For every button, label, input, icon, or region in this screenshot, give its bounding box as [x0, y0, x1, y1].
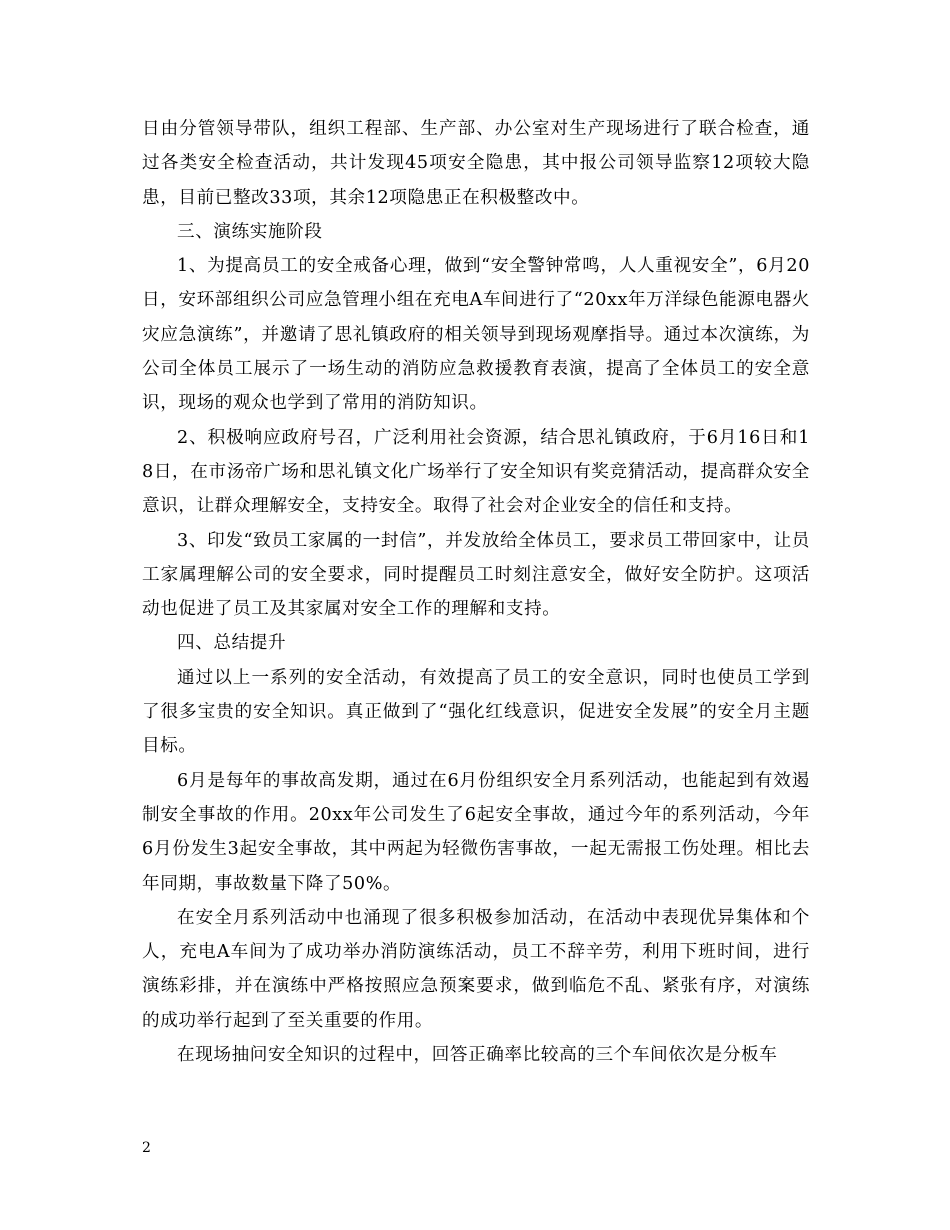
paragraph-family-letter: 3、印发“致员工家属的一封信”，并发放给全体员工，要求员工带回家中，让员工家属理解公司的安全要求，同时提醒员工时刻注意安全，做好安全防护。这项活动也促进了员工及其家属对安全工作的理解和支持。 [142, 530, 810, 620]
document-body [142, 112, 810, 1072]
paragraph-summary-goals: 通过以上一系列的安全活动，有效提高了员工的安全意识，同时也使员工学到了很多宝贵的安全知识。真正做到了“强化红线意识，促进安全发展”的安全月主题目标。 [142, 667, 810, 757]
paragraph-accident-statistics: 6月是每年的事故高发期，通过在6月份组织安全月系列活动，也能起到有效遏制安全事故的作用。20xx年公司发生了6起安全事故，通过今年的系列活动，今年6月份发生3起安全事故，其中两起为轻微伤害事故，一起无需报工伤处理。相比去年同期，事故数量下降了50%。 [142, 770, 810, 894]
paragraph-knowledge-quiz: 在现场抽问安全知识的过程中，回答正确率比较高的三个车间依次是分板车 [177, 1045, 778, 1066]
section-heading-summary: 四、总结提升 [177, 633, 287, 654]
section-heading-drill-implementation: 三、演练实施阶段 [177, 221, 323, 242]
paragraph-quiz-activity: 2、积极响应政府号召，广泛利用社会资源，结合思礼镇政府，于6月16日和18日，在市汤帝广场和思礼镇文化广场举行了安全知识有奖竞猜活动，提高群众安全意识，让群众理解安全，支持安全。取得了社会对企业安全的信任和支持。 [142, 427, 810, 517]
paragraph-outstanding-teams: 在安全月系列活动中也涌现了很多积极参加活动，在活动中表现优异集体和个人，充电A车间为了成功举办消防演练活动，员工不辞辛劳，利用下班时间，进行演练彩排，并在演练中严格按照应急预案要求，做到临危不乱、紧张有序，对演练的成功举行起到了至关重要的作用。 [142, 907, 810, 1031]
paragraph-fire-drill: 1、为提高员工的安全戒备心理，做到“安全警钟常鸣，人人重视安全”，6月20日，安环部组织公司应急管理小组在充电A车间进行了“20xx年万洋绿色能源电器火灾应急演练”，并邀请了思礼镇政府的相关领导到现场观摩指导。通过本次演练，为公司全体员工展示了一场生动的消防应急救援教育表演，提高了全体员工的安全意识，现场的观众也学到了常用的消防知识。 [142, 256, 810, 414]
page-number: 2 [142, 1140, 151, 1156]
paragraph-inspection-summary: 日由分管领导带队，组织工程部、生产部、办公室对生产现场进行了联合检查，通过各类安全检查活动，共计发现45项安全隐患，其中报公司领导监察12项较大隐患，目前已整改33项，其余12项隐患正在积极整改中。 [142, 119, 810, 208]
